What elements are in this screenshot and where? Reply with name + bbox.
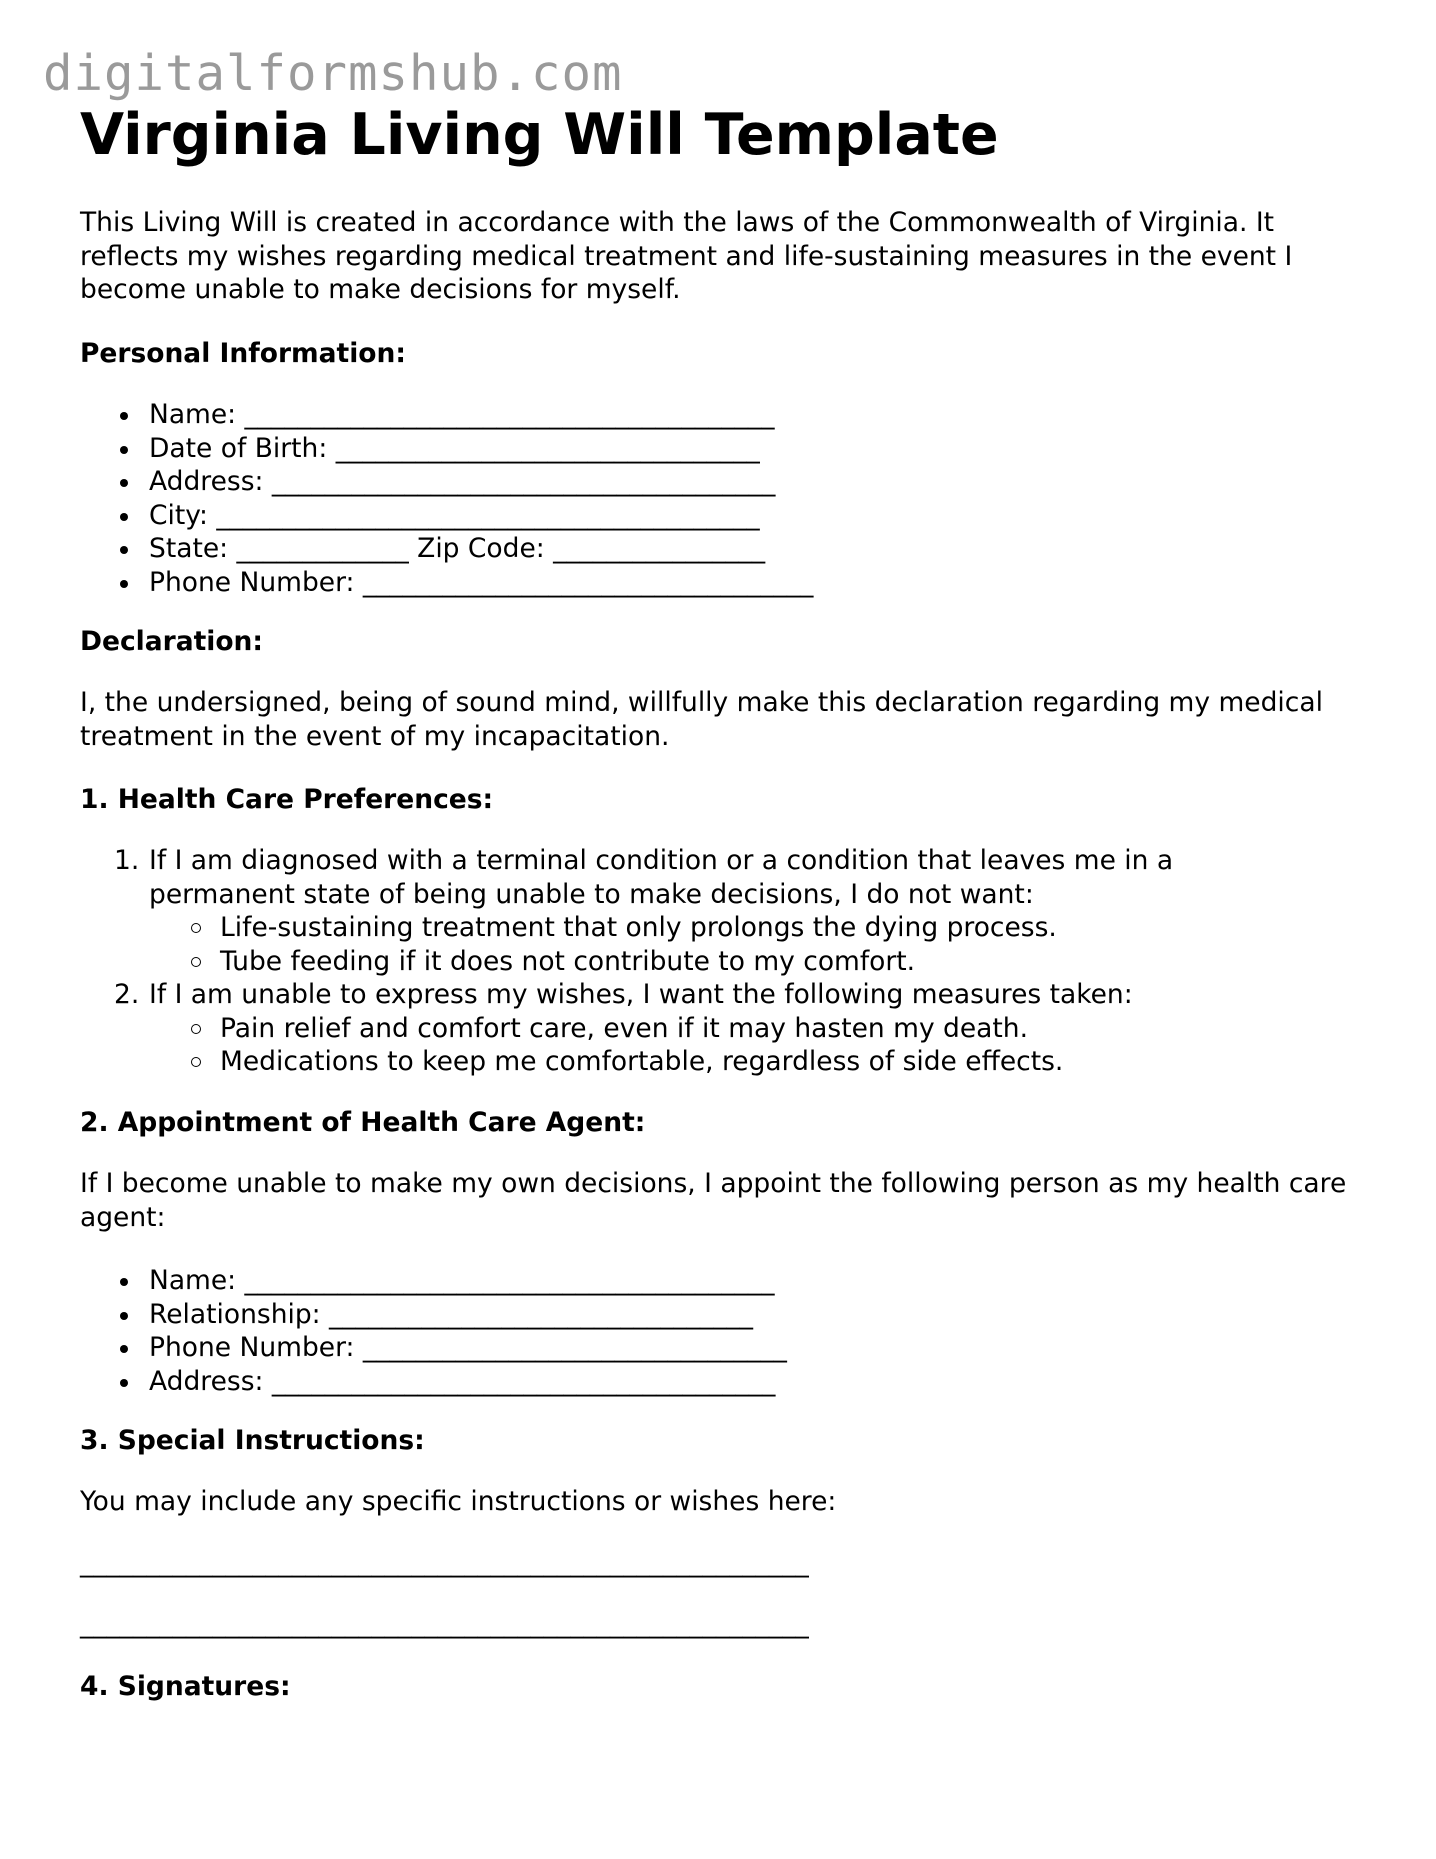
special-instructions-heading: 3. Special Instructions: [80,1425,425,1456]
signatures-heading: 4. Signatures: [80,1671,291,1702]
bullet-icon [120,479,128,487]
instruction-blank-line: _______________________________________________________ [80,1608,809,1639]
declaration-text: I, the undersigned, being of sound mind, willfully make this declaration regarding my medical treatment in the event of my incapacitation. [80,687,1323,752]
bullet-icon [120,446,128,454]
circle-bullet-icon [191,1024,201,1034]
preference-item [80,844,1173,978]
personal-info-heading: Personal Information: [80,338,406,369]
agent-heading: 2. Appointment of Health Care Agent: [80,1107,646,1138]
preference-subitem: Life-sustaining treatment that only prolongs the dying process. [149,911,1173,945]
agent-relationship-field: Relationship: ________________________________ [80,1298,787,1332]
declaration-heading: Declaration: [80,626,264,657]
personal-info-name-field: Name: ________________________________________ [80,398,813,432]
bullet-icon [120,546,128,554]
preference-sublist [149,911,1173,978]
agent-phone-field: Phone Number: ________________________________ [80,1331,787,1365]
circle-bullet-icon [191,923,201,933]
circle-bullet-icon [191,957,201,967]
bullet-icon [120,412,128,420]
instruction-blank-line: _______________________________________________________ [80,1547,809,1578]
bullet-icon [120,580,128,588]
personal-info-phone-field: Phone Number: __________________________________ [80,566,813,600]
list-number: 1. [114,845,140,876]
page-title: Virginia Living Will Template [80,102,999,168]
agent-name-field: Name: ________________________________________ [80,1264,787,1298]
list-number: 2. [114,979,140,1010]
preference-subitem: Tube feeding if it does not contribute to my comfort. [149,945,1173,979]
bullet-icon [120,1379,128,1387]
health-care-preferences-list [80,844,1173,1079]
personal-info-list [80,398,813,599]
preference-text: If I am unable to express my wishes, I want the following measures taken: [149,979,1133,1010]
personal-info-address-field: Address: ______________________________________ [80,465,813,499]
preference-text: permanent state of being unable to make decisions, I do not want: [149,878,1034,910]
preference-sublist [149,1012,1173,1079]
preference-text: If I am diagnosed with a terminal condition or a condition that leaves me in a [149,845,1174,876]
site-watermark: digitalformshub.com [43,45,623,102]
agent-info-list [80,1264,787,1398]
preference-item [80,978,1173,1079]
bullet-icon [120,1312,128,1320]
bullet-icon [120,513,128,521]
special-instructions-text: You may include any specific instructions or wishes here: [80,1486,837,1517]
bullet-icon [120,1278,128,1286]
bullet-icon [120,1345,128,1353]
agent-address-field: Address: ______________________________________ [80,1365,787,1399]
agent-text: If I become unable to make my own decisions, I appoint the following person as my health care agent: [80,1168,1347,1233]
intro-paragraph: This Living Will is created in accordance with the laws of the Commonwealth of Virginia. It reflects my wishes regarding medical treatment and life-sustaining measures in the event I become unable to make decisions for myself. [80,207,1293,305]
personal-info-dob-field: Date of Birth: ________________________________ [80,432,813,466]
personal-info-state-zip-field: State: _____________ Zip Code: ________________ [80,532,813,566]
personal-info-city-field: City: _________________________________________ [80,499,813,533]
health-care-preferences-heading: 1. Health Care Preferences: [80,784,494,815]
circle-bullet-icon [191,1057,201,1067]
preference-subitem: Medications to keep me comfortable, regardless of side effects. [149,1045,1173,1079]
preference-subitem: Pain relief and comfort care, even if it may hasten my death. [149,1012,1173,1046]
